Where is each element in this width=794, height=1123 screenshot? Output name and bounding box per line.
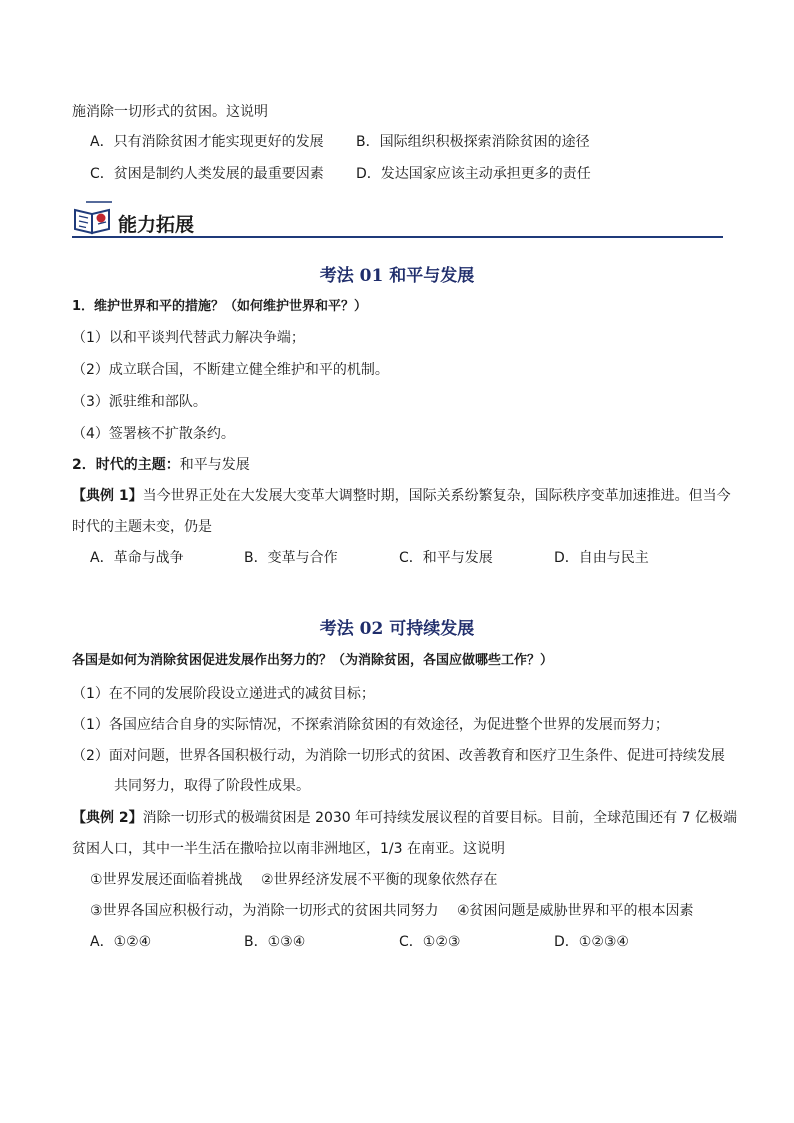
option-a[interactable]: A．革命与战争	[90, 550, 184, 566]
effort-item-3: （2）面对问题，世界各国积极行动，为消除一切形式的贫困、改善教育和医疗卫生条件、促进可持续发展	[72, 748, 725, 764]
section-2-title: 考法 02 可持续发展	[319, 619, 475, 639]
section-banner-label: 能力拓展	[118, 214, 195, 236]
section-2-question: 各国是如何为消除贫困促进发展作出努力的？（为消除贫困，各国应做哪些工作？）	[72, 653, 554, 668]
option-a[interactable]: A．①②④	[90, 934, 152, 950]
option-a[interactable]: A．只有消除贫困才能实现更好的发展	[90, 134, 324, 150]
statements-line-2: ③世界各国应积极行动，为消除一切形式的贫困共同努力 ④贫困问题是威胁世界和平的根本因素	[90, 903, 694, 919]
measure-item-1: （1）以和平谈判代替武力解决争端；	[72, 330, 305, 346]
statements-line-1: ①世界发展还面临着挑战 ②世界经济发展不平衡的现象依然存在	[90, 872, 498, 888]
option-c[interactable]: C．①②③	[399, 934, 461, 950]
measure-item-4: （4）签署核不扩散条约。	[72, 426, 235, 442]
option-d[interactable]: D．发达国家应该主动承担更多的责任	[356, 166, 591, 182]
example-1-text: 当今世界正处在大发展大变革大调整时期，国际关系纷繁复杂，国际秩序变革加速推进。但当今	[142, 488, 731, 504]
option-c[interactable]: C．和平与发展	[399, 550, 493, 566]
example-1-line-1	[72, 487, 731, 505]
open-book-icon	[72, 200, 114, 236]
banner-divider	[72, 236, 723, 238]
option-b[interactable]: B．①③④	[244, 934, 306, 950]
example-1-line-2: 时代的主题未变，仍是	[72, 519, 212, 535]
effort-item-1: （1）在不同的发展阶段设立递进式的减贫目标；	[72, 686, 375, 702]
example-2-line-1	[72, 809, 737, 827]
question-2-heading	[72, 456, 250, 474]
measure-item-2: （2）成立联合国，不断建立健全维护和平的机制。	[72, 362, 389, 378]
example-1-tag: 【典例 1】	[72, 488, 143, 504]
effort-item-2: （1）各国应结合自身的实际情况，不探索消除贫困的有效途径，为促进整个世界的发展而努力；	[72, 717, 669, 733]
option-c[interactable]: C．贫困是制约人类发展的最重要因素	[90, 166, 324, 182]
example-2-text: 消除一切形式的极端贫困是 2030 年可持续发展议程的首要目标。目前，全球范围还有 7 亿极端	[142, 810, 737, 826]
measure-item-3: （3）派驻维和部队。	[72, 394, 207, 410]
example-2-tag: 【典例 2】	[72, 810, 143, 826]
section-1-title: 考法 01 和平与发展	[319, 266, 475, 286]
question-1-heading: 1．维护世界和平的措施？（如何维护世界和平？）	[72, 299, 368, 314]
question-2-label: 2．时代的主题：	[72, 457, 180, 473]
option-b[interactable]: B．变革与合作	[244, 550, 338, 566]
effort-item-3-cont: 共同努力，取得了阶段性成果。	[114, 778, 310, 794]
question-2-answer: 和平与发展	[179, 457, 250, 473]
option-b[interactable]: B．国际组织积极探索消除贫困的途径	[356, 134, 590, 150]
option-d[interactable]: D．①②③④	[554, 934, 629, 950]
example-2-line-2: 贫困人口，其中一半生活在撒哈拉以南非洲地区，1/3 在南亚。这说明	[72, 841, 505, 857]
option-d[interactable]: D．自由与民主	[554, 550, 649, 566]
question-stem-end: 施消除一切形式的贫困。这说明	[72, 104, 268, 120]
